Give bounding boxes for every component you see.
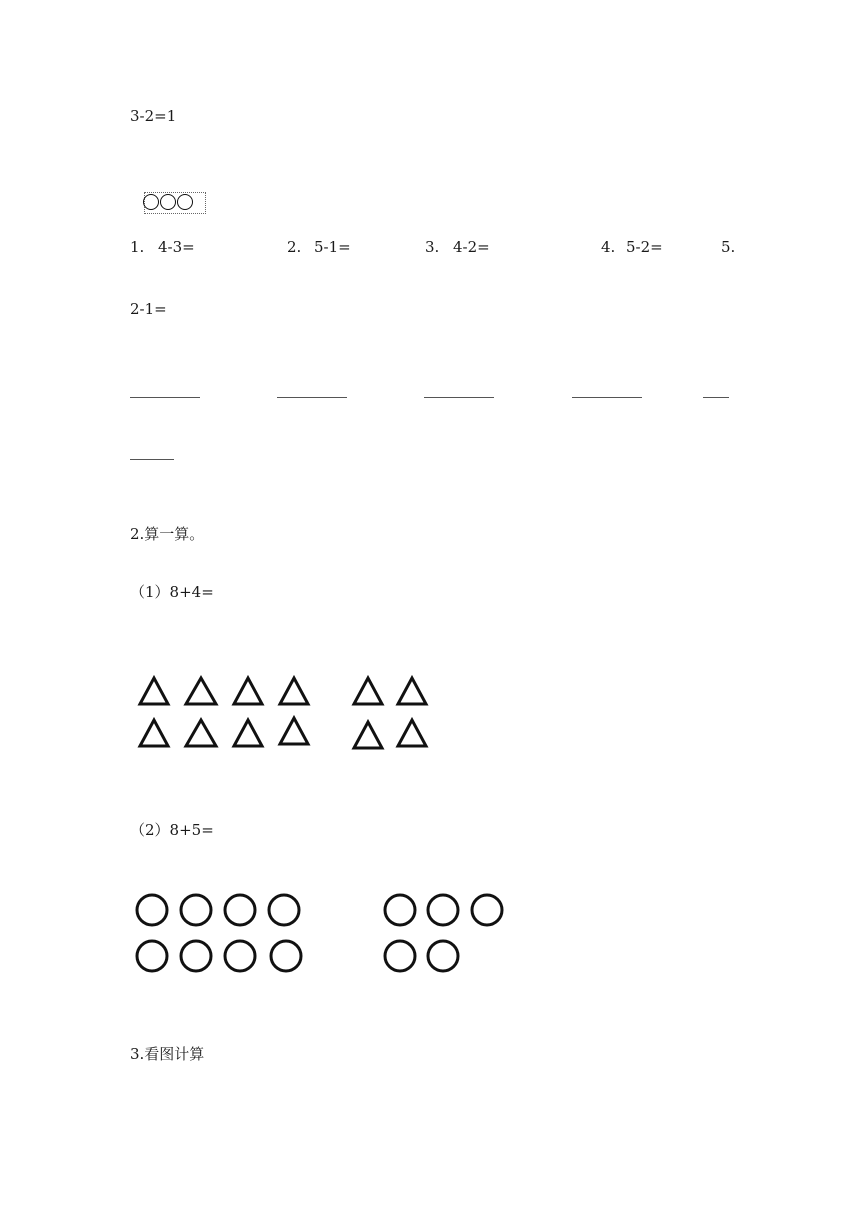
answer-blank[interactable] — [424, 397, 494, 398]
question-expression: 4-2= — [453, 238, 490, 256]
circle-icon — [181, 941, 211, 971]
circle-icon — [137, 941, 167, 971]
circle-icon — [385, 941, 415, 971]
circle-icon — [137, 895, 167, 925]
question-number: 5. — [721, 238, 736, 256]
circle-icon — [428, 941, 458, 971]
intro-equation: 3-2=1 — [130, 107, 177, 125]
question-number: 3. — [425, 238, 440, 256]
circle-icon — [472, 895, 502, 925]
circle-icon — [160, 194, 176, 210]
circle-icon — [271, 941, 301, 971]
triangle-icon — [280, 678, 308, 704]
circle-icon — [385, 895, 415, 925]
triangle-icon — [140, 720, 168, 746]
section-heading: 3.看图计算 — [130, 1045, 205, 1063]
question-expression: 2-1= — [130, 300, 167, 318]
answer-blank[interactable] — [572, 397, 642, 398]
question-number: 2. — [287, 238, 302, 256]
answer-blank[interactable] — [703, 397, 729, 398]
triangle-icon — [280, 718, 308, 744]
triangles-figure — [130, 668, 450, 758]
circles-figure — [130, 890, 520, 980]
question-number: 4. — [601, 238, 616, 256]
triangle-icon — [234, 678, 262, 704]
question-number: 1. — [130, 238, 145, 256]
answer-blank[interactable] — [130, 459, 174, 460]
answer-blank[interactable] — [277, 397, 347, 398]
triangle-icon — [354, 722, 382, 748]
triangle-icon — [398, 678, 426, 704]
circle-icon — [269, 895, 299, 925]
circle-icon — [225, 941, 255, 971]
circle-icon — [143, 194, 159, 210]
triangle-icon — [186, 678, 216, 704]
question-expression: 5-1= — [314, 238, 351, 256]
triangle-icon — [234, 720, 262, 746]
section-heading: 2.算一算。 — [130, 525, 205, 543]
circle-icon — [225, 895, 255, 925]
triangle-icon — [140, 678, 168, 704]
problem-label: （2）8+5= — [130, 821, 214, 839]
answer-blank[interactable] — [130, 397, 200, 398]
triangle-icon — [354, 678, 382, 704]
circle-icon — [177, 194, 193, 210]
problem-label: （1）8+4= — [130, 583, 214, 601]
triangle-icon — [398, 720, 426, 746]
circle-icon — [181, 895, 211, 925]
circle-icon — [428, 895, 458, 925]
triangle-icon — [186, 720, 216, 746]
question-expression: 4-3= — [158, 238, 195, 256]
question-expression: 5-2= — [626, 238, 663, 256]
